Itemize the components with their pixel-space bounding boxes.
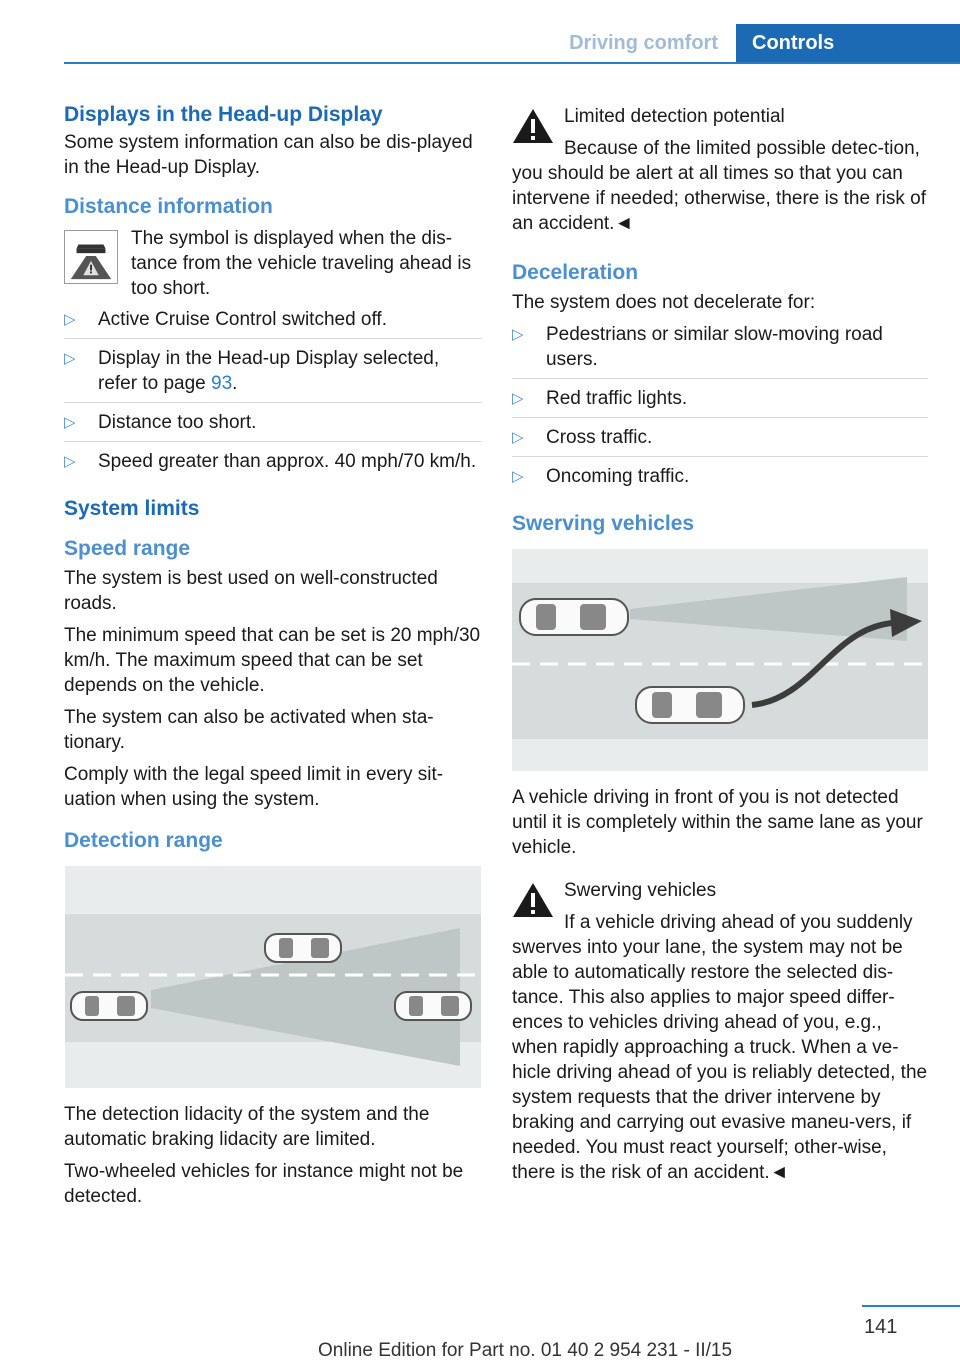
deceleration-exceptions-list	[512, 322, 928, 495]
own-car	[71, 992, 147, 1020]
car-ahead-other-lane	[265, 934, 341, 962]
para-detection-2: Two-wheeled vehicles for instance might not be detected.	[64, 1161, 464, 1207]
para-swerving: A vehicle driving in front of you is not detected until it is completely within the same lane as your vehicle.	[512, 787, 923, 858]
heading-deceleration: Deceleration	[512, 261, 639, 284]
para-displays: Some system information can also be dis-played in the Head-up Display.	[64, 132, 473, 178]
heading-distance-information: Distance information	[64, 195, 273, 218]
header-chapter-tab: Controls	[736, 24, 960, 62]
distance-conditions-list	[64, 307, 482, 480]
para-speed-2: The minimum speed that can be set is 20 mph/30 km/h. The maximum speed that can be set depends on the vehicle.	[64, 625, 481, 696]
triangle-right-icon: ▷	[64, 350, 76, 367]
para-distance-information: The symbol is displayed when the dis-tance from the vehicle traveling ahead is too short.	[131, 228, 472, 299]
page-footer	[0, 1305, 960, 1362]
warning-triangle-icon	[512, 108, 554, 144]
heading-detection-range: Detection range	[64, 829, 223, 852]
page-number: 141	[864, 1316, 898, 1338]
list-item: ▷ Red traffic lights.	[512, 386, 928, 418]
swerving-car	[636, 687, 744, 723]
triangle-right-icon: ▷	[512, 468, 524, 485]
edition-info: Online Edition for Part no. 01 40 2 954 231 - II/15	[318, 1340, 733, 1361]
para-speed-4: Comply with the legal speed limit in every sit-uation when using the system.	[64, 764, 444, 810]
detection-range-illustration	[64, 866, 482, 1088]
right-column	[512, 100, 928, 1195]
triangle-right-icon: ▷	[64, 311, 76, 328]
list-item: ▷ Cross traffic.	[512, 425, 928, 457]
own-car	[520, 599, 628, 635]
list-item: ▷ Display in the Head-up Display selected, refer to page 93.	[64, 346, 482, 403]
warning-text: Because of the limited possible detec-tion, you should be alert at all times so that you can intervene if needed; otherwise, there is the risk of an accident.◄	[512, 138, 927, 234]
list-item: ▷ Speed greater than approx. 40 mph/70 km/h.	[64, 451, 477, 472]
triangle-right-icon: ▷	[64, 414, 76, 431]
triangle-right-icon: ▷	[64, 453, 76, 470]
page-reference-link[interactable]: 93	[211, 373, 233, 394]
page-number-rule	[862, 1305, 960, 1307]
header-section-title: Driving comfort	[569, 32, 718, 54]
page-header	[64, 24, 960, 64]
warning-text: If a vehicle driving ahead of you suddenly swerves into your lane, the system may not be able to automatically restore the selected dis-tance. This also applies to major speed differ-ences to vehicles driving ahead of you, e.g., when rapidly approaching a truck. When a ve-hicle driving ahead of you is reliably detected, the system requests that the driver intervene by braking and carrying out evasive maneu-vers, if needed. You must react yourself; other-wise, there is the risk of an accident.◄	[512, 912, 928, 1183]
distance-warning-icon	[64, 230, 118, 284]
list-item: ▷ Distance too short.	[64, 410, 482, 442]
para-detection-1: The detection lidacity of the system and the automatic braking lidacity are limited.	[64, 1104, 430, 1150]
warning-title: Swerving vehicles	[564, 880, 717, 901]
car-ahead-same-lane	[395, 992, 471, 1020]
distance-info-block	[64, 226, 482, 301]
list-item: ▷ Active Cruise Control switched off.	[64, 307, 482, 339]
heading-system-limits: System limits	[64, 497, 200, 520]
list-item: ▷ Oncoming traffic.	[512, 466, 690, 487]
heading-swerving-vehicles: Swerving vehicles	[512, 512, 695, 535]
triangle-right-icon: ▷	[512, 429, 524, 446]
swerving-vehicles-illustration	[512, 549, 928, 771]
para-deceleration: The system does not decelerate for:	[512, 292, 816, 313]
warning-triangle-icon	[512, 882, 554, 918]
warning-title: Limited detection potential	[564, 106, 785, 127]
para-speed-1: The system is best used on well-constructed roads.	[64, 568, 438, 614]
heading-speed-range: Speed range	[64, 537, 191, 560]
para-speed-3: The system can also be activated when sta-tionary.	[64, 707, 434, 753]
left-column	[64, 100, 482, 1216]
triangle-right-icon: ▷	[512, 390, 524, 407]
list-item: ▷ Pedestrians or similar slow-moving road users.	[512, 322, 928, 379]
triangle-right-icon: ▷	[512, 326, 524, 343]
warning-limited-detection	[512, 104, 928, 236]
warning-swerving-vehicles	[512, 878, 928, 1185]
heading-displays: Displays in the Head-up Display	[64, 103, 383, 126]
